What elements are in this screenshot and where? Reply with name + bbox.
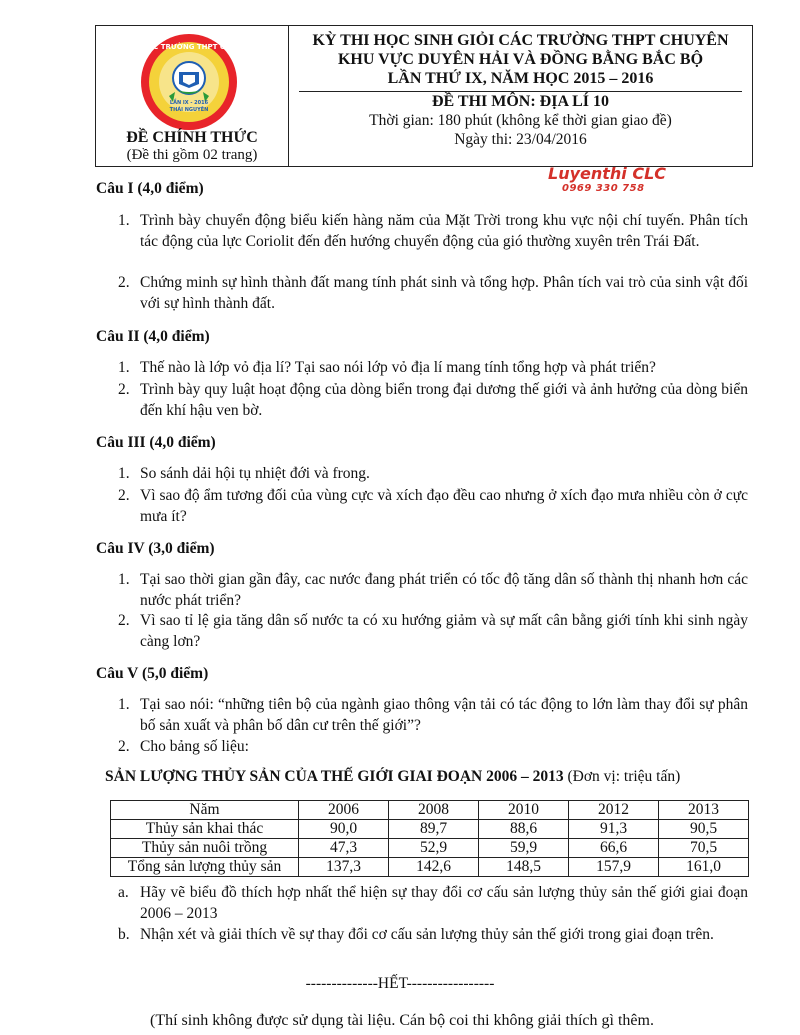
- table-row: [111, 858, 749, 877]
- item-number: 2.: [118, 738, 130, 755]
- question-item: [118, 737, 748, 758]
- table-cell: 142,6: [389, 858, 479, 877]
- item-letter: a.: [118, 884, 129, 901]
- official-label: ĐỀ CHÍNH THỨC: [126, 129, 258, 146]
- question-item: [118, 358, 748, 379]
- item-text: Hãy vẽ biểu đồ thích hợp nhất thể hiện sự thay đổi cơ cấu sản lượng thủy sản thế giới giai đoạn 2006 – 2013: [140, 884, 748, 922]
- table-header-cell: Năm: [111, 801, 299, 820]
- watermark-stamp-name: Luyenthi CLC: [548, 164, 667, 183]
- item-text: So sánh dải hội tụ nhiệt đới và frong.: [140, 465, 370, 482]
- exam-date: Ngày thi: 23/04/2016: [454, 131, 587, 148]
- exam-header: [95, 25, 753, 167]
- question-item: [118, 380, 748, 421]
- watermark-stamp-phone: 0969 330 758: [562, 183, 645, 194]
- table-cell: 137,3: [299, 858, 389, 877]
- question-heading: Câu IV (3,0 điểm): [96, 540, 215, 557]
- item-number: 2.: [118, 381, 130, 398]
- table-row-label: Thủy sản khai thác: [111, 820, 299, 839]
- exam-time: Thời gian: 180 phút (không kể thời gian giao đề): [369, 112, 672, 129]
- item-letter: b.: [118, 926, 130, 943]
- question-item: [118, 211, 748, 252]
- table-cell: 90,0: [299, 820, 389, 839]
- table-cell: 52,9: [389, 839, 479, 858]
- table-cell: 59,9: [479, 839, 569, 858]
- item-text: Trình bày quy luật hoạt động của dòng biển trong đại dương thế giới và ảnh hưởng của dòng biển đến khí hậu ven bờ.: [140, 381, 748, 419]
- table-header-cell: 2006: [299, 801, 389, 820]
- table-header-cell: 2013: [659, 801, 749, 820]
- table-header-cell: 2012: [569, 801, 659, 820]
- table-cell: 89,7: [389, 820, 479, 839]
- table-cell: 70,5: [659, 839, 749, 858]
- item-text: Nhận xét và giải thích về sự thay đổi cơ cấu sản lượng thủy sản thế giới trong giai đoạn trên.: [140, 926, 714, 943]
- question-heading: Câu I (4,0 điểm): [96, 180, 204, 197]
- item-number: 1.: [118, 465, 130, 482]
- item-text: Tại sao thời gian gần đây, cac nước đang phát triển có tốc độ tăng dân số thành thị nhanh hơn các nước phát triển?: [140, 571, 748, 609]
- table-header-row: [111, 801, 749, 820]
- item-number: 1.: [118, 359, 130, 376]
- header-right-cell: [289, 26, 752, 166]
- logo-edition-text: LẦN IX - 2016: [169, 100, 209, 106]
- sub-item: [118, 925, 748, 946]
- item-text: Cho bảng số liệu:: [140, 738, 249, 755]
- item-text: Thế nào là lớp vỏ địa lí? Tại sao nói lớp vỏ địa lí mang tính tổng hợp và phát triển?: [140, 359, 656, 376]
- question-heading: Câu II (4,0 điểm): [96, 328, 210, 345]
- item-number: 1.: [118, 696, 130, 713]
- exam-title-line-3: LẦN THỨ IX, NĂM HỌC 2015 – 2016: [387, 70, 654, 87]
- table-cell: 88,6: [479, 820, 569, 839]
- item-text: Trình bày chuyển động biểu kiến hàng năm của Mặt Trời trong khu vực nội chí tuyến. Phân tích tác động của lực Coriolit đến đến hướng chuyển động của gió thường xuyên trên Trái Đất.: [140, 212, 748, 250]
- exam-title-line-2: KHU VỰC DUYÊN HẢI VÀ ĐỒNG BẰNG BẮC BỘ: [337, 51, 704, 68]
- table-cell: 161,0: [659, 858, 749, 877]
- table-row-label: Thủy sản nuôi trồng: [111, 839, 299, 858]
- table-cell: 148,5: [479, 858, 569, 877]
- pages-note: (Đề thi gồm 02 trang): [126, 147, 258, 163]
- question-item: [118, 273, 748, 314]
- table-cell: 47,3: [299, 839, 389, 858]
- item-number: 1.: [118, 212, 130, 229]
- question-heading: Câu V (5,0 điểm): [96, 665, 209, 682]
- table-unit: (Đơn vị: triệu tấn): [567, 768, 681, 785]
- table-cell: 66,6: [569, 839, 659, 858]
- table-title: [105, 768, 755, 786]
- exam-title-line-1: KỲ THI HỌC SINH GIỎI CÁC TRƯỜNG THPT CHUYÊN: [312, 32, 729, 49]
- question-item: [118, 695, 748, 736]
- sub-item: [118, 883, 748, 924]
- table-cell: 91,3: [569, 820, 659, 839]
- end-marker: --------------HẾT-----------------: [305, 975, 495, 992]
- question-item: [118, 570, 748, 611]
- table-row: [111, 839, 749, 858]
- question-item: [118, 611, 748, 652]
- header-left-cell: [96, 26, 289, 166]
- table-title-text: SẢN LƯỢNG THỦY SẢN CỦA THẾ GIỚI GIAI ĐOẠN 2006 – 2013: [105, 768, 564, 785]
- table-row: [111, 820, 749, 839]
- item-text: Chứng minh sự hình thành đất mang tính phát sinh và tổng hợp. Phân tích vai trò của sinh vật đối với sự hình thành đất.: [140, 274, 748, 312]
- table-row-label: Tổng sản lượng thủy sản: [111, 858, 299, 877]
- table-cell: 90,5: [659, 820, 749, 839]
- table-header-cell: 2008: [389, 801, 479, 820]
- exam-subject: ĐỀ THI MÔN: ĐỊA LÍ 10: [431, 93, 610, 110]
- item-number: 2.: [118, 487, 130, 504]
- table-header-cell: 2010: [479, 801, 569, 820]
- item-number: 1.: [118, 571, 130, 588]
- logo-city-text: THÁI NGUYÊN: [169, 107, 209, 113]
- association-logo: [125, 32, 253, 132]
- question-heading: Câu III (4,0 điểm): [96, 434, 216, 451]
- fishery-data-table: [110, 800, 749, 877]
- logo-arc-text: HỘI CÁC TRƯỜNG THPT CHUYÊN: [125, 43, 253, 51]
- question-item: [118, 464, 748, 485]
- item-text: Tại sao nói: “những tiên bộ của ngành giao thông vận tải có tác động to lớn làm thay đổi sự phân bố sản xuất và phân bố dân cư trên thế giới”?: [140, 696, 748, 734]
- question-item: [118, 486, 748, 527]
- table-cell: 157,9: [569, 858, 659, 877]
- footnote: (Thí sinh không được sử dụng tài liệu. Cán bộ coi thi không giải thích gì thêm.: [150, 1012, 654, 1029]
- item-number: 2.: [118, 274, 130, 291]
- item-text: Vì sao độ ẩm tương đối của vùng cực và xích đạo đều cao nhưng ở xích đạo mưa nhiều còn ở cực mưa ít?: [140, 487, 748, 525]
- item-text: Vì sao tỉ lệ gia tăng dân số nước ta có xu hướng giảm và sự mất cân bằng giới tính khi sinh ngày càng lơn?: [140, 612, 748, 650]
- item-number: 2.: [118, 612, 130, 629]
